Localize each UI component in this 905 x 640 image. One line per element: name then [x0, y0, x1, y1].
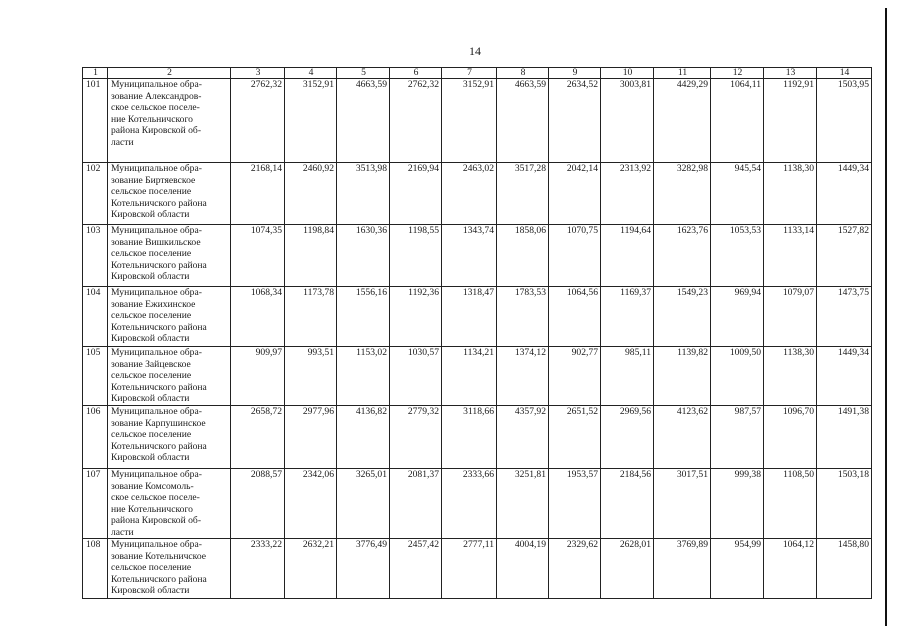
value-cell: 987,57: [711, 406, 764, 469]
municipality-name-line: Котельничского района: [111, 440, 207, 452]
column-header: 12: [711, 68, 764, 79]
column-header: 4: [285, 68, 337, 79]
municipality-name-line: Муниципальное обра-: [111, 539, 202, 550]
table-row: [83, 539, 872, 599]
value-cell: 1503,95: [817, 79, 872, 163]
value-cell: 2088,57: [231, 469, 285, 539]
value-cell: 2634,52: [549, 79, 601, 163]
table-row: [83, 79, 872, 163]
municipality-name-line: Кировской области: [111, 452, 190, 463]
column-header: 2: [108, 68, 231, 79]
value-cell: 1096,70: [764, 406, 817, 469]
value-cell: 4357,92: [497, 406, 549, 469]
value-cell: 1138,30: [764, 163, 817, 225]
value-cell: 2313,92: [601, 163, 654, 225]
value-cell: 1070,75: [549, 225, 601, 287]
value-cell: 4663,59: [497, 79, 549, 163]
row-index-cell: 102: [83, 163, 108, 225]
column-header: 13: [764, 68, 817, 79]
column-header: 3: [231, 68, 285, 79]
municipality-name-line: зование Комсомоль-: [111, 480, 194, 492]
municipality-name-line: Кировской области: [111, 585, 190, 596]
value-cell: 1449,34: [817, 163, 872, 225]
value-cell: 1473,75: [817, 287, 872, 347]
value-cell: 1169,37: [601, 287, 654, 347]
municipality-name-line: района Кировской об-: [111, 515, 202, 526]
municipality-name-line: зование Александров-: [111, 90, 202, 102]
value-cell: 3017,51: [654, 469, 711, 539]
value-cell: 1458,80: [817, 539, 872, 599]
value-cell: 1064,12: [764, 539, 817, 599]
value-cell: 1343,74: [442, 225, 497, 287]
value-cell: 1192,36: [390, 287, 442, 347]
value-cell: 1953,57: [549, 469, 601, 539]
municipality-name-line: сельское поселение: [111, 186, 192, 197]
column-header: 9: [549, 68, 601, 79]
value-cell: 1134,21: [442, 347, 497, 406]
data-table: [82, 67, 872, 599]
municipality-name-line: Котельничского района: [111, 573, 207, 585]
municipality-name-line: ние Котельничского: [111, 503, 193, 515]
value-cell: 2977,96: [285, 406, 337, 469]
municipality-name-cell: [108, 406, 231, 469]
value-cell: 3265,01: [337, 469, 390, 539]
value-cell: 1053,53: [711, 225, 764, 287]
municipality-name-line: Кировской области: [111, 271, 190, 282]
municipality-name-line: зование Котельничское: [111, 550, 207, 562]
municipality-name-line: Кировской области: [111, 393, 190, 404]
municipality-name-line: Кировской области: [111, 333, 190, 344]
column-header: 5: [337, 68, 390, 79]
column-header: 10: [601, 68, 654, 79]
column-header: 11: [654, 68, 711, 79]
value-cell: 909,97: [231, 347, 285, 406]
value-cell: 2628,01: [601, 539, 654, 599]
value-cell: 1198,84: [285, 225, 337, 287]
municipality-name-line: сельское поселение: [111, 370, 192, 381]
value-cell: 1173,78: [285, 287, 337, 347]
value-cell: 1009,50: [711, 347, 764, 406]
municipality-name-cell: [108, 287, 231, 347]
row-index-cell: 105: [83, 347, 108, 406]
value-cell: 2042,14: [549, 163, 601, 225]
value-cell: 945,54: [711, 163, 764, 225]
value-cell: 2081,37: [390, 469, 442, 539]
municipality-name-line: Котельничского района: [111, 381, 207, 393]
value-cell: 2329,62: [549, 539, 601, 599]
value-cell: 2169,94: [390, 163, 442, 225]
municipality-name-line: Котельничского района: [111, 321, 207, 333]
municipality-name-line: ское сельское поселе-: [111, 102, 200, 113]
municipality-name-line: ласти: [111, 136, 134, 148]
value-cell: 4004,19: [497, 539, 549, 599]
municipality-name-cell: [108, 225, 231, 287]
value-cell: 2762,32: [231, 79, 285, 163]
value-cell: 993,51: [285, 347, 337, 406]
value-cell: 1194,64: [601, 225, 654, 287]
value-cell: 2333,66: [442, 469, 497, 539]
value-cell: 1074,35: [231, 225, 285, 287]
value-cell: 4663,59: [337, 79, 390, 163]
value-cell: 4429,29: [654, 79, 711, 163]
municipality-name-line: зование Зайцевское: [111, 358, 191, 370]
value-cell: 2184,56: [601, 469, 654, 539]
value-cell: 3251,81: [497, 469, 549, 539]
value-cell: 1374,12: [497, 347, 549, 406]
value-cell: 2333,22: [231, 539, 285, 599]
municipality-name-line: Котельничского района: [111, 197, 207, 209]
value-cell: 1138,30: [764, 347, 817, 406]
municipality-name-line: Муниципальное обра-: [111, 406, 202, 417]
value-cell: 3769,89: [654, 539, 711, 599]
column-header: 7: [442, 68, 497, 79]
value-cell: 1491,38: [817, 406, 872, 469]
municipality-name-line: сельское поселение: [111, 248, 192, 259]
municipality-name-line: Муниципальное обра-: [111, 287, 202, 298]
value-cell: 999,38: [711, 469, 764, 539]
municipality-name-line: Муниципальное обра-: [111, 163, 202, 174]
value-cell: 2457,42: [390, 539, 442, 599]
page-edge-line: [885, 8, 887, 626]
value-cell: 2632,21: [285, 539, 337, 599]
value-cell: 3776,49: [337, 539, 390, 599]
value-cell: 2651,52: [549, 406, 601, 469]
value-cell: 1133,14: [764, 225, 817, 287]
value-cell: 2460,92: [285, 163, 337, 225]
value-cell: 3282,98: [654, 163, 711, 225]
value-cell: 1630,36: [337, 225, 390, 287]
value-cell: 2777,11: [442, 539, 497, 599]
municipality-name-line: ние Котельничского: [111, 113, 193, 125]
column-header: 6: [390, 68, 442, 79]
value-cell: 1064,56: [549, 287, 601, 347]
value-cell: 1068,34: [231, 287, 285, 347]
value-cell: 4136,82: [337, 406, 390, 469]
value-cell: 2168,14: [231, 163, 285, 225]
municipality-name-cell: [108, 347, 231, 406]
municipality-name-line: Муниципальное обра-: [111, 225, 202, 236]
column-header: 14: [817, 68, 872, 79]
value-cell: 2969,56: [601, 406, 654, 469]
value-cell: 1198,55: [390, 225, 442, 287]
table-row: [83, 287, 872, 347]
municipality-name-line: ское сельское поселе-: [111, 492, 200, 503]
municipality-name-line: Муниципальное обра-: [111, 469, 202, 480]
municipality-name-line: Кировской области: [111, 209, 190, 220]
value-cell: 1108,50: [764, 469, 817, 539]
table-body: [83, 68, 872, 599]
value-cell: 1139,82: [654, 347, 711, 406]
table-row: [83, 347, 872, 406]
value-cell: 1449,34: [817, 347, 872, 406]
row-index-cell: 108: [83, 539, 108, 599]
value-cell: 985,11: [601, 347, 654, 406]
municipality-name-line: Котельничского района: [111, 259, 207, 271]
municipality-name-cell: [108, 79, 231, 163]
value-cell: 1527,82: [817, 225, 872, 287]
value-cell: 1858,06: [497, 225, 549, 287]
value-cell: 2762,32: [390, 79, 442, 163]
municipality-name-cell: [108, 163, 231, 225]
value-cell: 2342,06: [285, 469, 337, 539]
value-cell: 3152,91: [285, 79, 337, 163]
value-cell: 1192,91: [764, 79, 817, 163]
value-cell: 3118,66: [442, 406, 497, 469]
value-cell: 1556,16: [337, 287, 390, 347]
municipality-name-line: зование Карпушинское: [111, 417, 206, 429]
table-row: [83, 406, 872, 469]
value-cell: 4123,62: [654, 406, 711, 469]
municipality-name-line: сельское поселение: [111, 310, 192, 321]
value-cell: 1783,53: [497, 287, 549, 347]
value-cell: 3152,91: [442, 79, 497, 163]
value-cell: 1318,47: [442, 287, 497, 347]
value-cell: 954,99: [711, 539, 764, 599]
municipality-name-line: Муниципальное обра-: [111, 79, 202, 90]
value-cell: 1623,76: [654, 225, 711, 287]
value-cell: 1503,18: [817, 469, 872, 539]
municipality-name-line: зование Биртяевское: [111, 174, 196, 186]
row-index-cell: 103: [83, 225, 108, 287]
value-cell: 2463,02: [442, 163, 497, 225]
value-cell: 1064,11: [711, 79, 764, 163]
row-index-cell: 106: [83, 406, 108, 469]
value-cell: 3513,98: [337, 163, 390, 225]
table-row: [83, 225, 872, 287]
row-index-cell: 104: [83, 287, 108, 347]
value-cell: 1030,57: [390, 347, 442, 406]
table-row: [83, 469, 872, 539]
column-header: 8: [497, 68, 549, 79]
value-cell: 969,94: [711, 287, 764, 347]
municipality-name-line: ласти: [111, 526, 134, 538]
table-header-row: [83, 68, 872, 79]
municipality-name-line: района Кировской об-: [111, 125, 202, 136]
value-cell: 3003,81: [601, 79, 654, 163]
value-cell: 1079,07: [764, 287, 817, 347]
municipality-name-line: сельское поселение: [111, 562, 192, 573]
value-cell: 902,77: [549, 347, 601, 406]
value-cell: 3517,28: [497, 163, 549, 225]
value-cell: 1549,23: [654, 287, 711, 347]
value-cell: 2779,32: [390, 406, 442, 469]
row-index-cell: 107: [83, 469, 108, 539]
row-index-cell: 101: [83, 79, 108, 163]
municipality-name-cell: [108, 539, 231, 599]
value-cell: 2658,72: [231, 406, 285, 469]
table-row: [83, 163, 872, 225]
municipality-name-line: сельское поселение: [111, 429, 192, 440]
value-cell: 1153,02: [337, 347, 390, 406]
municipality-name-line: зование Вишкильское: [111, 236, 201, 248]
page-number: 14: [469, 44, 481, 58]
municipality-name-line: Муниципальное обра-: [111, 347, 202, 358]
municipality-name-line: зование Ежихинское: [111, 298, 196, 310]
column-header: 1: [83, 68, 108, 79]
municipality-name-cell: [108, 469, 231, 539]
